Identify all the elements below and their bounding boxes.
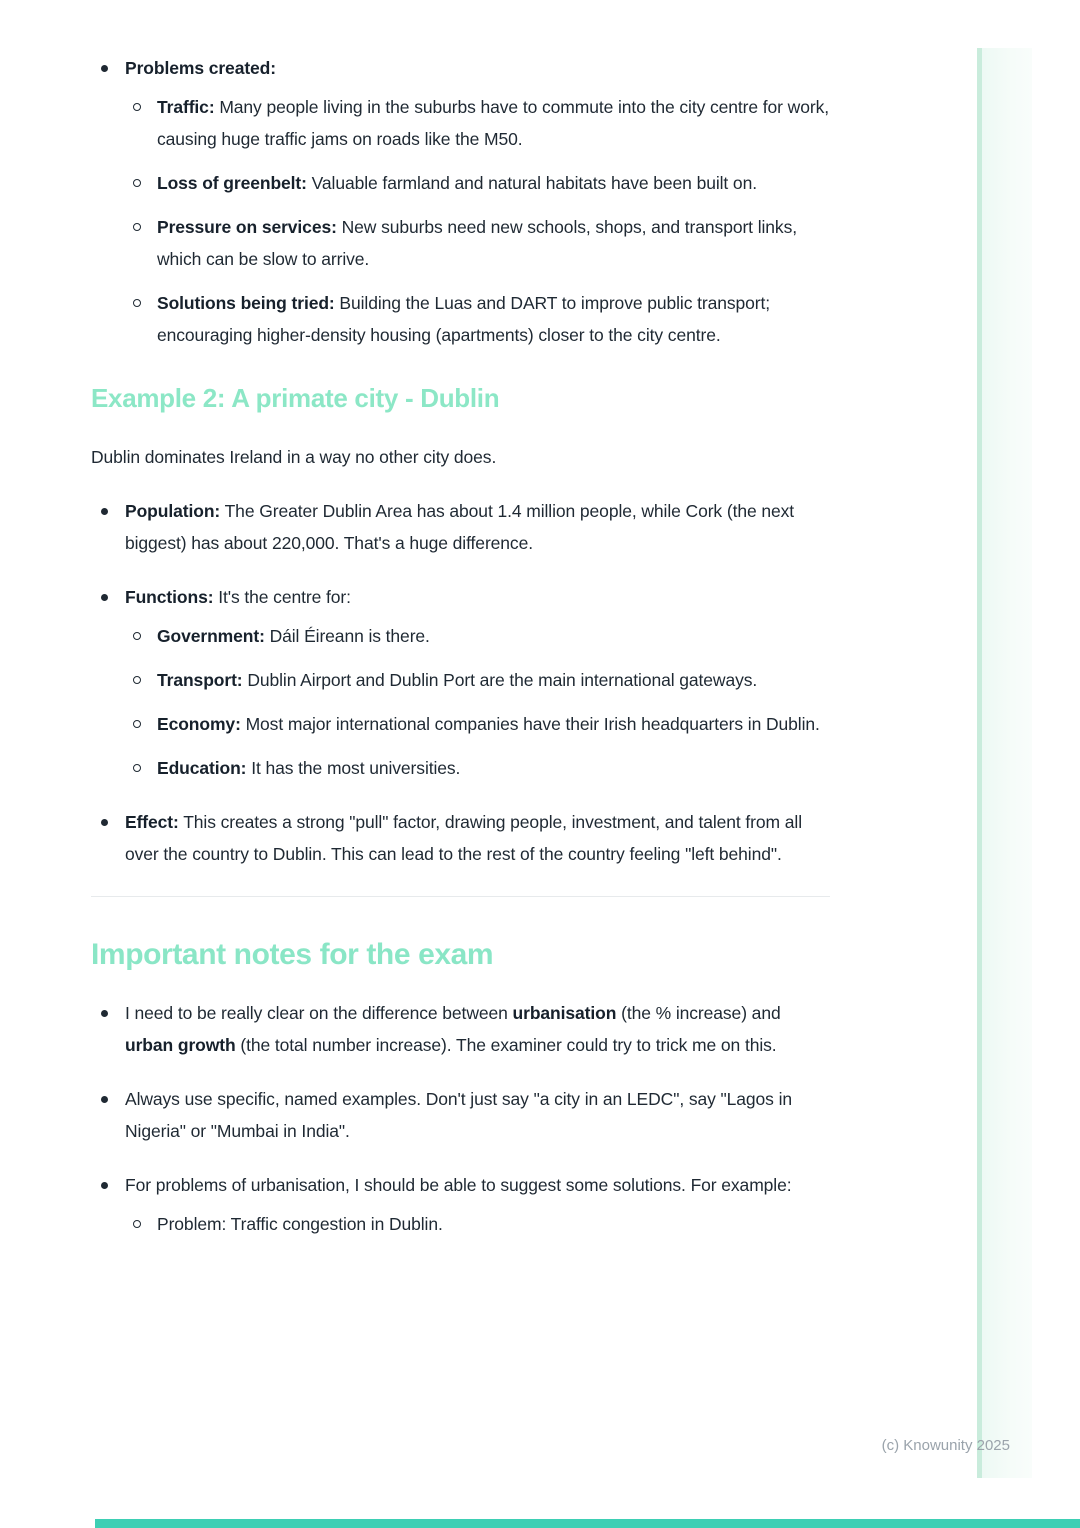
item-label: Population:	[125, 501, 221, 521]
bullet-dot-icon	[101, 1010, 108, 1017]
item-text: It has the most universities.	[251, 758, 461, 778]
bottom-accent-bar	[95, 1519, 1080, 1528]
item-label: Traffic:	[157, 97, 215, 117]
list-item-economy	[91, 708, 830, 740]
item-text: It's the centre for:	[218, 587, 351, 607]
item-label: Loss of greenbelt:	[157, 173, 307, 193]
exam-note-definitions	[91, 997, 830, 1061]
item-label: Problems created:	[125, 58, 276, 78]
exam-note-solutions	[91, 1169, 830, 1201]
circle-bullet-icon	[133, 676, 141, 684]
circle-bullet-icon	[133, 299, 141, 307]
note-text-run: I need to be really clear on the difference between	[125, 1003, 513, 1023]
list-item-population	[91, 495, 830, 559]
item-text: Most major international companies have their Irish headquarters in Dublin.	[245, 714, 820, 734]
item-label: Functions:	[125, 587, 214, 607]
list-item-effect	[91, 806, 830, 870]
list-item-traffic	[91, 91, 830, 155]
circle-bullet-icon	[133, 1220, 141, 1228]
content-column	[91, 52, 830, 1240]
functions-sublist	[91, 620, 830, 784]
list-item-services	[91, 211, 830, 275]
exam-note-examples	[91, 1083, 830, 1147]
circle-bullet-icon	[133, 103, 141, 111]
list-item-solutions	[91, 287, 830, 351]
item-text: Dublin Airport and Dublin Port are the main international gateways.	[247, 670, 758, 690]
bullet-dot-icon	[101, 508, 108, 515]
item-label: Education:	[157, 758, 247, 778]
item-label: Economy:	[157, 714, 241, 734]
section-heading-exam-notes: Important notes for the exam	[91, 938, 494, 971]
bullet-dot-icon	[101, 594, 108, 601]
side-accent-bar	[977, 48, 1032, 1478]
footer-copyright: (c) Knowunity 2025	[881, 1437, 1010, 1454]
list-item-problems-lead	[91, 52, 830, 84]
list-item-greenbelt	[91, 167, 830, 199]
section-divider	[91, 896, 830, 897]
note-text-run: (the total number increase). The examiner could try to trick me on this.	[235, 1035, 777, 1055]
item-text: This creates a strong "pull" factor, drawing people, investment, and talent from all over the country to Dublin. This can lead to the rest of the country feeling "left behind".	[125, 812, 802, 864]
circle-bullet-icon	[133, 720, 141, 728]
note-bold-urban-growth: urban growth	[125, 1035, 236, 1055]
list-item-functions	[91, 581, 830, 613]
note-text: Always use specific, named examples. Don't just say "a city in an LEDC", say "Lagos in Nigeria" or "Mumbai in India".	[125, 1089, 793, 1141]
solutions-sublist	[91, 1208, 830, 1240]
item-text: Many people living in the suburbs have to commute into the city centre for work, causing huge traffic jams on roads like the M50.	[157, 97, 829, 149]
circle-bullet-icon	[133, 764, 141, 772]
item-text: Dáil Éireann is there.	[269, 626, 430, 646]
item-text: The Greater Dublin Area has about 1.4 million people, while Cork (the next biggest) has about 220,000. That's a huge difference.	[125, 501, 795, 553]
item-label: Pressure on services:	[157, 217, 337, 237]
list-item-transport	[91, 664, 830, 696]
bullet-dot-icon	[101, 819, 108, 826]
bullet-dot-icon	[101, 1182, 108, 1189]
item-label: Solutions being tried:	[157, 293, 335, 313]
list-item-government	[91, 620, 830, 652]
circle-bullet-icon	[133, 179, 141, 187]
bullet-dot-icon	[101, 1096, 108, 1103]
note-text-run: (the % increase) and	[616, 1003, 781, 1023]
circle-bullet-icon	[133, 632, 141, 640]
item-label: Government:	[157, 626, 265, 646]
note-bold-urbanisation: urbanisation	[512, 1003, 617, 1023]
item-text: Problem: Traffic congestion in Dublin.	[157, 1214, 443, 1234]
item-text: Valuable farmland and natural habitats have been built on.	[311, 173, 757, 193]
problems-sublist	[91, 91, 830, 351]
item-text: New suburbs need new schools, shops, and transport links, which can be slow to arrive.	[157, 217, 797, 269]
note-text: For problems of urbanisation, I should be able to suggest some solutions. For example:	[125, 1175, 792, 1195]
item-label: Transport:	[157, 670, 243, 690]
intro-paragraph: Dublin dominates Ireland in a way no other city does.	[91, 447, 497, 467]
item-label: Effect:	[125, 812, 179, 832]
list-item-problem-congestion	[91, 1208, 830, 1240]
circle-bullet-icon	[133, 223, 141, 231]
bullet-dot-icon	[101, 65, 108, 72]
item-text: Building the Luas and DART to improve public transport; encouraging higher-density housing (apartments) closer to the city centre.	[157, 293, 771, 345]
section-heading-example2: Example 2: A primate city - Dublin	[91, 383, 500, 413]
list-item-education	[91, 752, 830, 784]
